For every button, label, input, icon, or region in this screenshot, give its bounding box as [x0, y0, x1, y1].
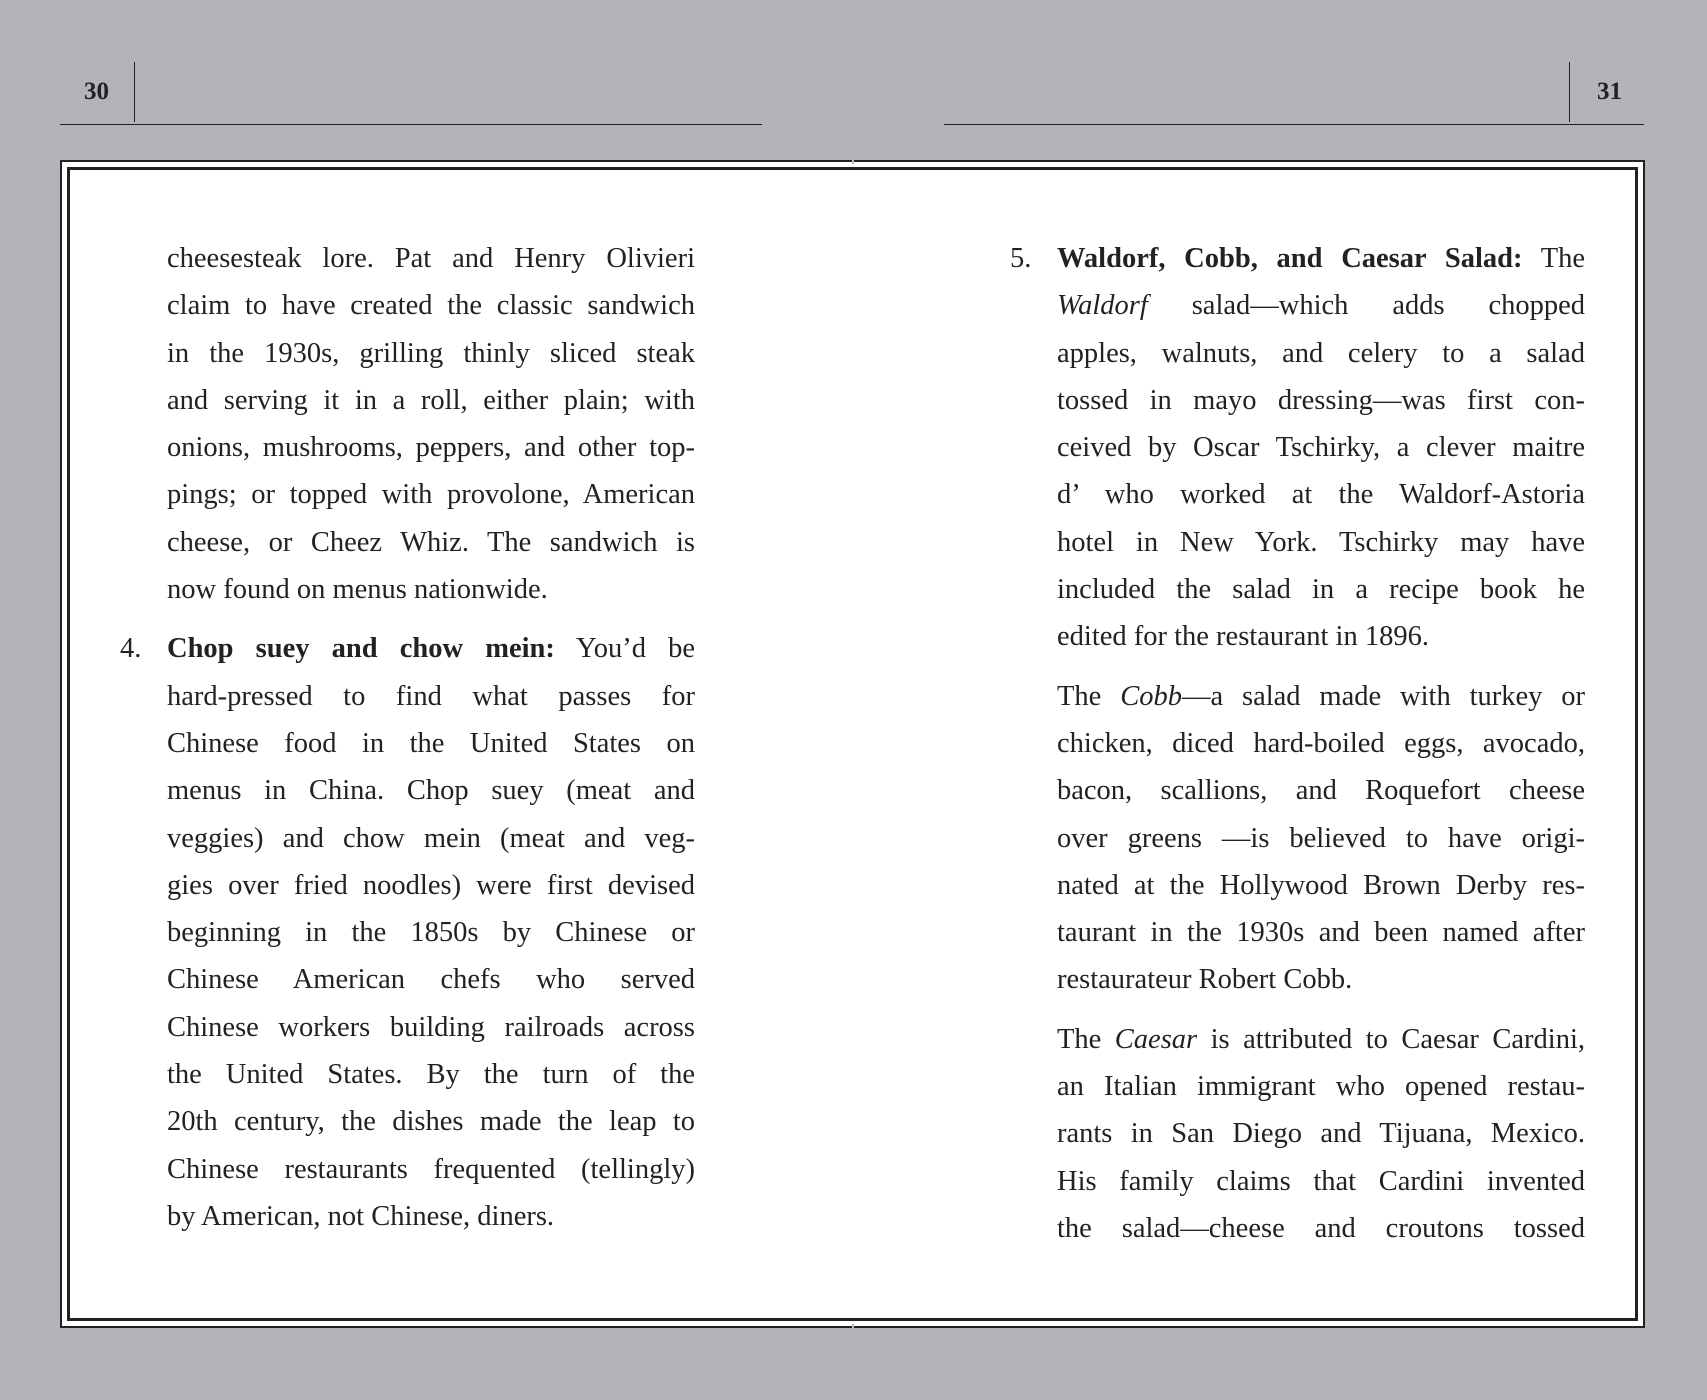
text-run: The	[1057, 680, 1102, 712]
text-run: salad—which adds chopped	[1191, 290, 1586, 322]
text-run: —a salad made with turkey or	[1181, 680, 1586, 712]
text-line: cheesesteak lore. Pat and Henry Olivieri	[167, 243, 695, 274]
text-line: rants in San Diego and Tijuana, Mexico.	[1057, 1118, 1585, 1150]
fold-mark-bottom	[852, 1324, 854, 1330]
text-run: You’d be	[575, 633, 695, 665]
item-heading: Waldorf, Cobb, and Caesar Salad:	[1057, 243, 1523, 274]
text-line: the salad—cheese and croutons tossed	[1057, 1212, 1585, 1244]
text-line: by American, not Chinese, diners.	[167, 1200, 555, 1232]
text-line: over greens —is believed to have origi-	[1057, 822, 1585, 854]
list-number: 5.	[1010, 243, 1032, 274]
text-line: menus in China. Chop suey (meat and	[167, 775, 695, 807]
header-divider-right	[1569, 62, 1570, 122]
text-line	[1057, 235, 1585, 282]
text-line: veggies) and chow mein (meat and veg-	[167, 822, 695, 854]
list-item-4	[120, 625, 695, 1240]
text-run: is attributed to Caesar Cardini,	[1210, 1023, 1585, 1055]
text-line: included the salad in a recipe book he	[1057, 574, 1585, 606]
italic-term: Waldorf	[1057, 290, 1148, 322]
text-line: nated at the Hollywood Brown Derby res-	[1057, 869, 1585, 901]
text-line: and serving it in a roll, either plain; with	[167, 384, 695, 416]
text-line: hard-pressed to find what passes for	[167, 680, 695, 712]
text-line: apples, walnuts, and celery to a salad	[1057, 337, 1585, 369]
text-line: pings; or topped with provolone, American	[167, 479, 695, 511]
text-line: edited for the restaurant in 1896.	[1057, 621, 1429, 653]
right-page-header	[944, 62, 1644, 125]
item-heading: Chop suey and chow mein:	[167, 633, 555, 665]
text-line: onions, mushrooms, peppers, and other top-	[167, 432, 695, 464]
page-number-right: 31	[1597, 78, 1622, 105]
text-line: now found on menus nationwide.	[167, 574, 548, 606]
fold-mark-top	[852, 158, 854, 164]
text-line: cheese, or Cheez Whiz. The sandwich is	[167, 526, 695, 558]
list-item-5	[1010, 235, 1586, 661]
text-line: tossed in mayo dressing—was first con-	[1057, 384, 1585, 416]
page-number-left: 30	[84, 78, 109, 105]
left-page-header	[60, 62, 762, 125]
text-line: in the 1930s, grilling thinly sliced steak	[167, 337, 695, 369]
text-line: Chinese food in the United States on	[167, 727, 695, 759]
text-line	[167, 625, 695, 672]
cobb-paragraph	[1057, 673, 1585, 1004]
text-line: Chinese restaurants frequented (tellingly)	[167, 1153, 695, 1185]
text-line	[1057, 282, 1585, 329]
left-page-text	[120, 235, 695, 1240]
header-divider-left	[134, 62, 135, 122]
text-line: 20th century, the dishes made the leap to	[167, 1106, 695, 1138]
text-line: taurant in the 1930s and been named after	[1057, 917, 1585, 949]
text-line	[1057, 1016, 1585, 1063]
italic-term: Cobb	[1120, 680, 1182, 712]
text-line: chicken, diced hard-boiled eggs, avocado,	[1057, 727, 1585, 759]
text-line: d’ who worked at the Waldorf-Astoria	[1057, 479, 1585, 511]
text-line: the United States. By the turn of the	[167, 1059, 695, 1091]
right-page-text	[1010, 235, 1586, 1252]
list-number: 4.	[120, 633, 142, 665]
text-line: hotel in New York. Tschirky may have	[1057, 526, 1585, 558]
text-line	[1057, 673, 1585, 720]
text-line: ceived by Oscar Tschirky, a clever maitre	[1057, 432, 1585, 464]
text-line: restaurateur Robert Cobb.	[1057, 964, 1353, 996]
text-line: His family claims that Cardini invented	[1057, 1165, 1585, 1197]
text-line: claim to have created the classic sandwich	[167, 290, 695, 322]
text-line: Chinese workers building railroads across	[167, 1011, 695, 1043]
text-line: Chinese American chefs who served	[167, 964, 695, 996]
italic-term: Caesar	[1114, 1023, 1198, 1055]
text-line: beginning in the 1850s by Chinese or	[167, 917, 695, 949]
caesar-paragraph	[1057, 1016, 1585, 1252]
text-line: bacon, scallions, and Roquefort cheese	[1057, 775, 1585, 807]
text-line: gies over fried noodles) were first devised	[167, 869, 695, 901]
text-run: The	[1540, 243, 1585, 274]
text-run: The	[1057, 1023, 1102, 1055]
text-line: an Italian immigrant who opened restau-	[1057, 1071, 1585, 1103]
